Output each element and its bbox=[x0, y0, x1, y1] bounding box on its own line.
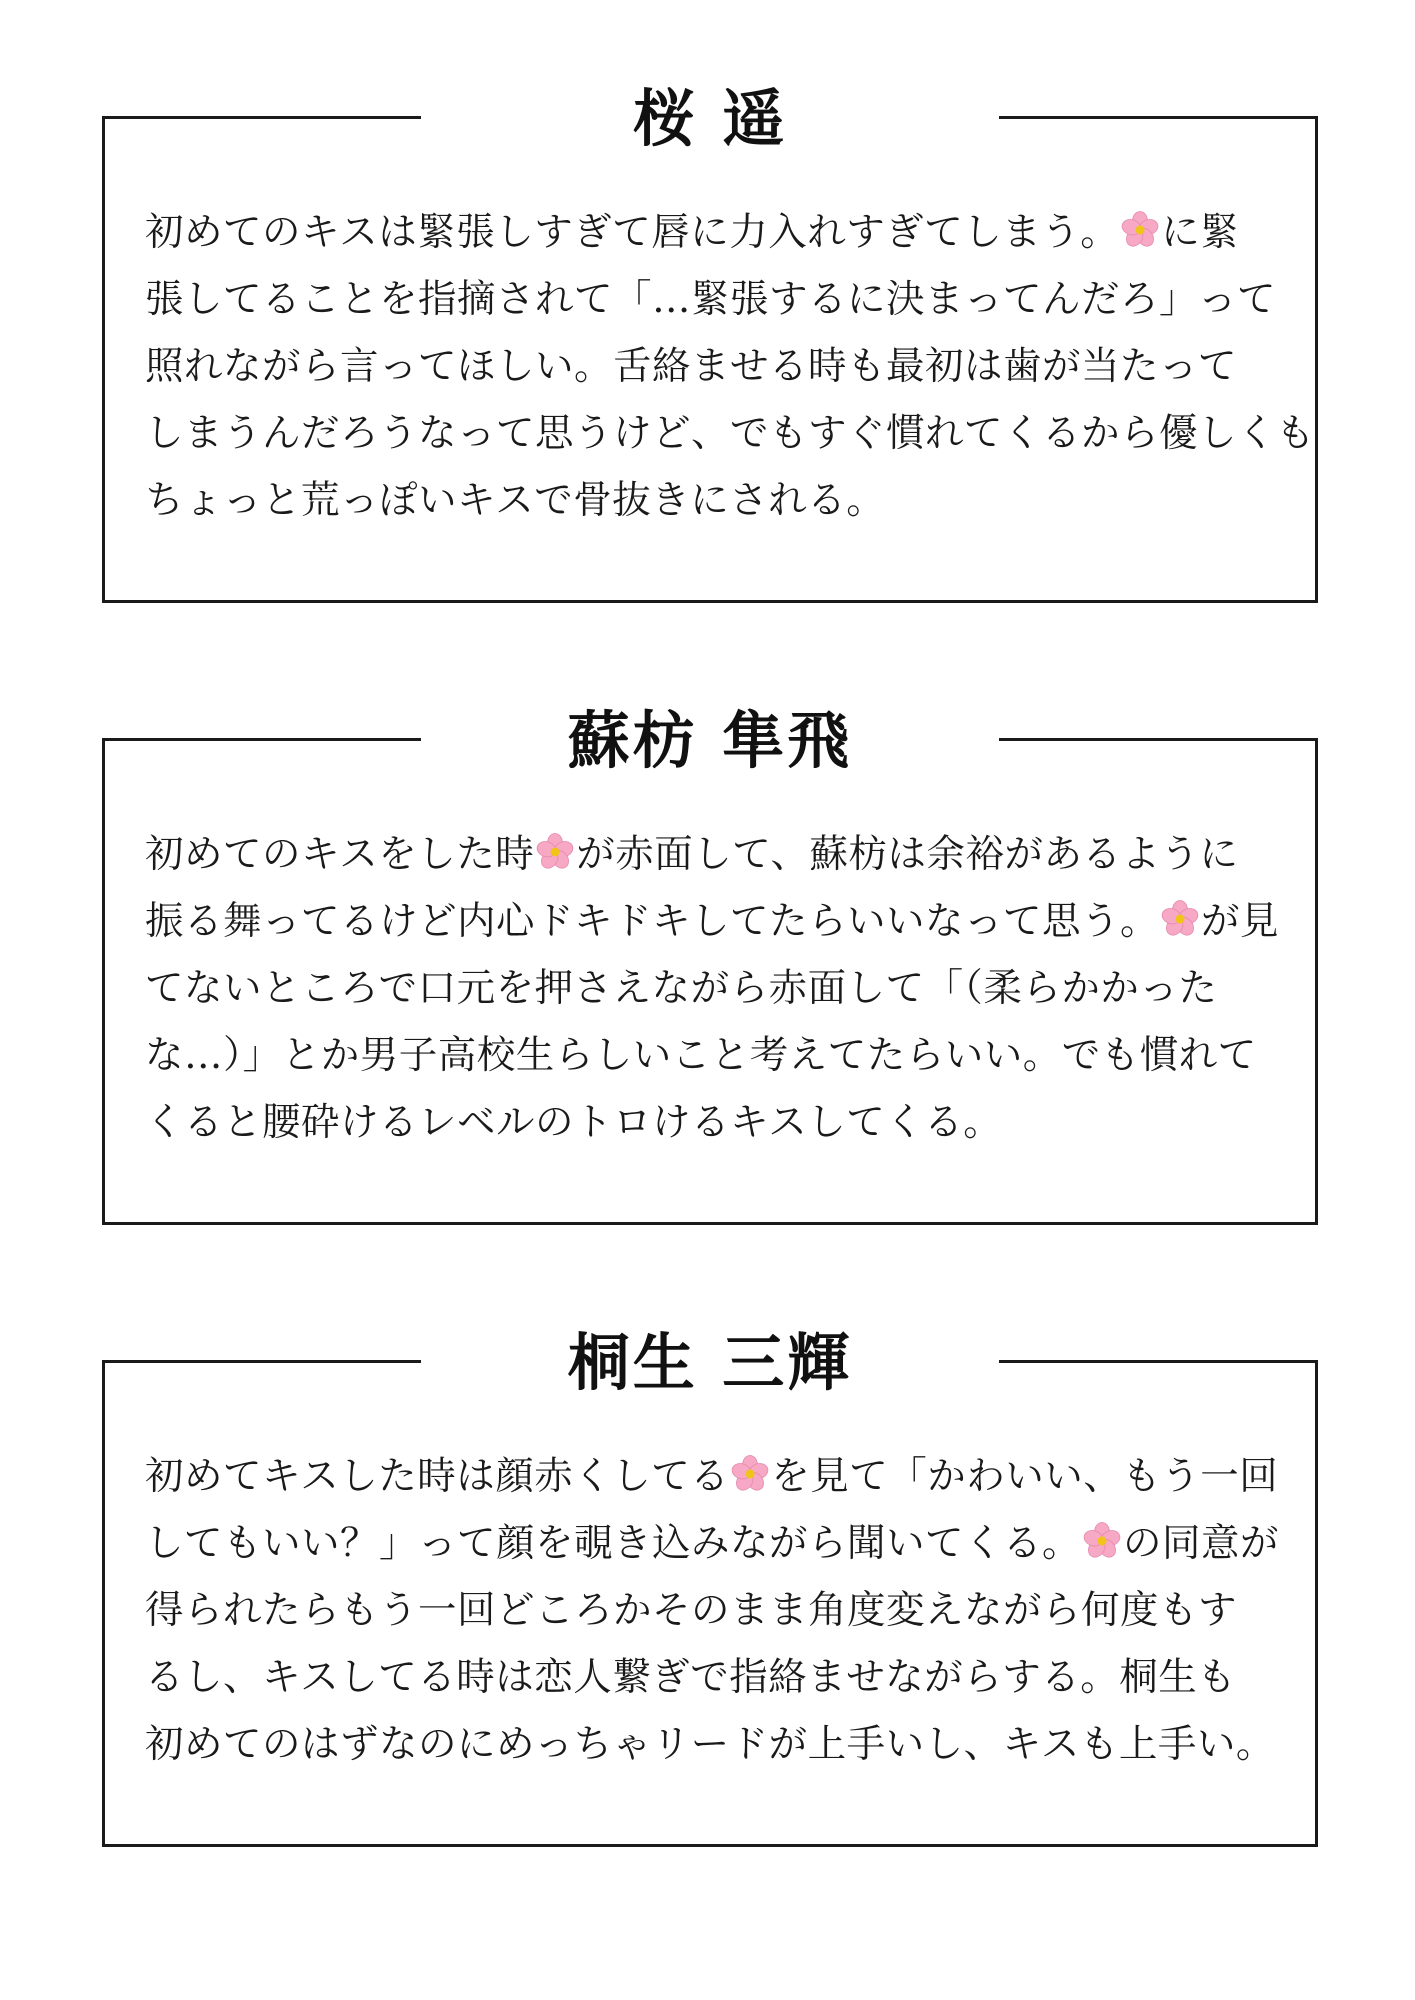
text-line: な…）」とか男子高校生らしいこと考えてたらいい。でも慣れて bbox=[145, 1033, 1257, 1078]
text-line: 初めてのはずなのにめっちゃリードが上手いし、キスも上手い。 bbox=[145, 1722, 1275, 1767]
text-line: 振る舞ってるけど内心ドキドキしてたらいいなって思う。 が見 bbox=[145, 899, 1280, 944]
text-line: 照れながら言ってほしい。舌絡ませる時も最初は歯が当たって bbox=[145, 344, 1238, 389]
cherry-blossom-icon bbox=[1160, 899, 1200, 939]
character-card-hayato bbox=[102, 704, 1318, 1225]
card-title: 桐生 三輝 bbox=[421, 1305, 999, 1421]
text-line: 初めてのキスをした時 が赤面して、蘇枋は余裕があるように bbox=[145, 832, 1239, 877]
cherry-blossom-icon bbox=[1082, 1521, 1122, 1561]
card-title: 桜 遥 bbox=[421, 61, 999, 177]
cherry-blossom-icon bbox=[1120, 210, 1160, 250]
text-line: 初めてのキスは緊張しすぎて唇に力入れすぎてしまう。 に緊 bbox=[145, 210, 1240, 255]
text-line: るし、キスしてる時は恋人繋ぎで指絡ませながらする。桐生も bbox=[145, 1655, 1237, 1700]
character-card-mitsuki bbox=[102, 1326, 1318, 1847]
card-body bbox=[145, 1443, 1280, 1778]
text-line: 初めてキスした時は顔赤くしてる を見て「かわいい、もう一回 bbox=[145, 1454, 1279, 1499]
cherry-blossom-icon bbox=[535, 832, 575, 872]
character-card-haruka bbox=[102, 82, 1318, 603]
card-body bbox=[145, 821, 1280, 1156]
text-line: ちょっと荒っぽいキスで骨抜きにされる。 bbox=[145, 478, 886, 523]
card-title: 蘇枋 隼飛 bbox=[421, 683, 999, 799]
text-line: してもいい？」って顔を覗き込みながら聞いてくる。 の同意が bbox=[145, 1521, 1280, 1566]
text-line: くると腰砕けるレベルのトロけるキスしてくる。 bbox=[145, 1100, 1003, 1145]
cherry-blossom-icon bbox=[730, 1454, 770, 1494]
text-line: 得られたらもう一回どころかそのまま角度変えながら何度もす bbox=[145, 1588, 1238, 1633]
card-body bbox=[145, 199, 1316, 534]
text-line: てないところで口元を押さえながら赤面して「（柔らかかった bbox=[145, 966, 1218, 1011]
text-line: しまうんだろうなって思うけど、でもすぐ慣れてくるから優しくも bbox=[145, 411, 1316, 456]
text-line: 張してることを指摘されて「…緊張するに決まってんだろ」って bbox=[145, 277, 1277, 322]
